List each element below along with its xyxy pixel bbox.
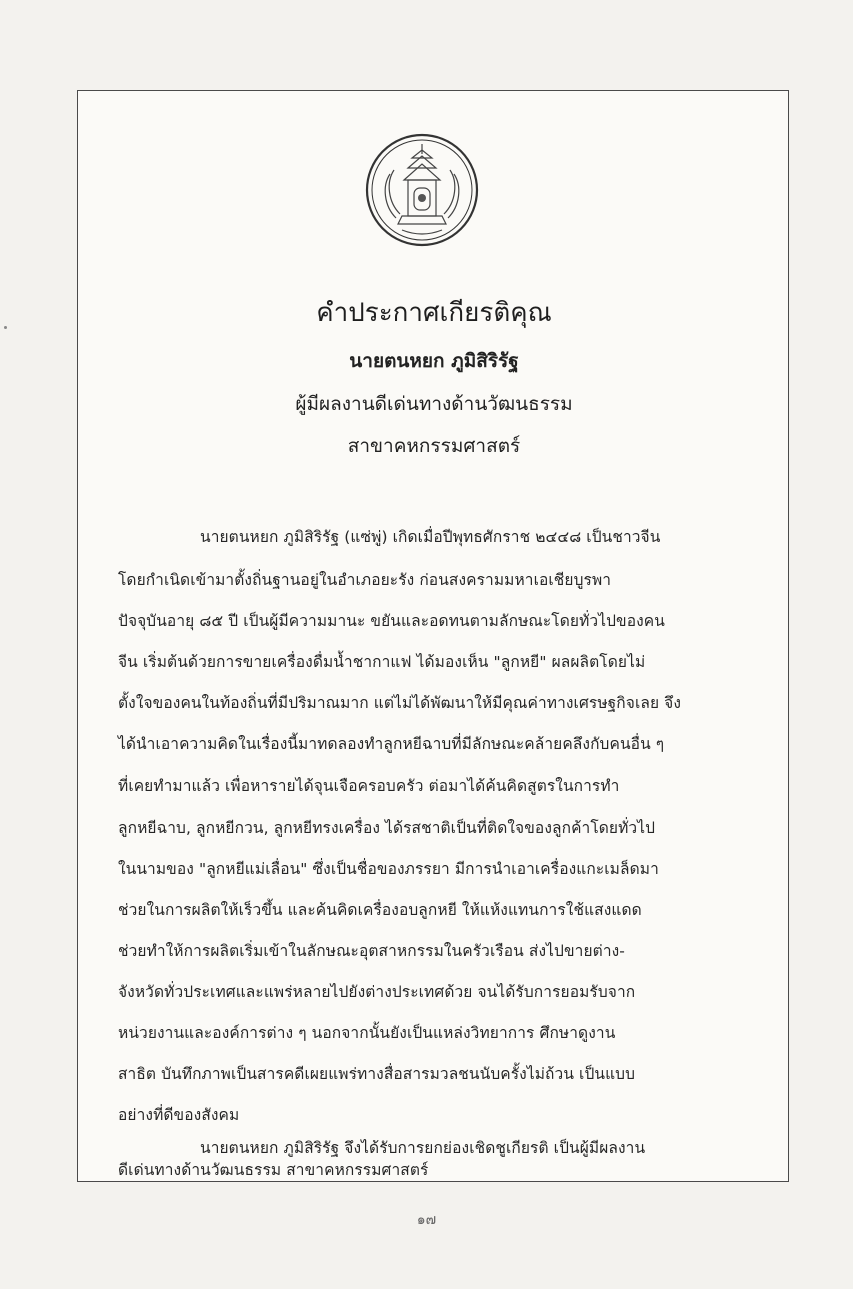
body-line: จังหวัดทั่วประเทศและแพร่หลายไปยังต่างประเทศด้วย จนได้รับการยอมรับจาก [118,983,636,1001]
body-line: ตั้งใจของคนในท้องถิ่นที่มีปริมาณมาก แต่ไม่ได้พัฒนาให้มีคุณค่าทางเศรษฐกิจเลย จึง [118,694,682,712]
body-line: จีน เริ่มต้นด้วยการขายเครื่องดื่มน้ำชากาแฟ ได้มองเห็น "ลูกหยี" ผลผลิตโดยไม่ [118,653,646,671]
honoree-name: นายตนหยก ภูมิสิริรัฐ [349,350,519,372]
page-number: ๑๗ [416,1212,437,1228]
body-line: อย่างที่ดีของสังคม [118,1106,240,1124]
emblem-seal-icon [362,130,482,250]
body-line: สาธิต บันทึกภาพเป็นสารคดีเผยแพร่ทางสื่อสารมวลชนนับครั้งไม่ถ้วน เป็นแบบ [118,1065,636,1083]
body-line: ดีเด่นทางด้านวัฒนธรรม สาขาคหกรรมศาสตร์ [118,1161,429,1179]
award-title: ผู้มีผลงานดีเด่นทางด้านวัฒนธรรม [295,393,573,415]
margin-mark [4,326,7,329]
body-line: หน่วยงานและองค์การต่าง ๆ นอกจากนั้นยังเป็นแหล่งวิทยาการ ศึกษาดูงาน [118,1024,616,1042]
award-branch: สาขาคหกรรมศาสตร์ [347,435,521,457]
body-line: ช่วยในการผลิตให้เร็วขึ้น และค้นคิดเครื่องอบลูกหยี ให้แห้งแทนการใช้แสงแดด [118,901,642,919]
body-line: ลูกหยีฉาบ, ลูกหยีกวน, ลูกหยีทรงเครื่อง ได้รสชาติเป็นที่ติดใจของลูกค้าโดยทั่วไป [118,819,656,837]
body-line: ได้นำเอาความคิดในเรื่องนี้มาทดลองทำลูกหยีฉาบที่มีลักษณะคล้ายคลึงกับคนอื่น ๆ [118,735,665,753]
page-title: คำประกาศเกียรติคุณ [316,298,552,328]
body-line: นายตนหยก ภูมิสิริรัฐ จึงได้รับการยกย่องเชิดชูเกียรติ เป็นผู้มีผลงาน [200,1139,646,1157]
document-frame [77,90,789,1182]
body-line: ปัจจุบันอายุ ๘๕ ปี เป็นผู้มีความมานะ ขยันและอดทนตามลักษณะโดยทั่วไปของคน [118,612,665,630]
body-line: โดยกำเนิดเข้ามาตั้งถิ่นฐานอยู่ในอำเภอยะรัง ก่อนสงครามมหาเอเชียบูรพา [118,571,612,589]
body-line: ในนามของ "ลูกหยีแม่เลื่อน" ซึ่งเป็นชื่อของภรรยา มีการนำเอาเครื่องแกะเมล็ดมา [118,860,659,878]
body-line: นายตนหยก ภูมิสิริรัฐ (แซ่พู่) เกิดเมื่อปีพุทธศักราช ๒๔๔๘ เป็นชาวจีน [200,528,661,546]
body-line: ช่วยทำให้การผลิตเริ่มเข้าในลักษณะอุตสาหกรรมในครัวเรือน ส่งไปขายต่าง- [118,942,625,960]
body-line: ที่เคยทำมาแล้ว เพื่อหารายได้จุนเจือครอบครัว ต่อมาได้ค้นคิดสูตรในการทำ [118,777,620,795]
